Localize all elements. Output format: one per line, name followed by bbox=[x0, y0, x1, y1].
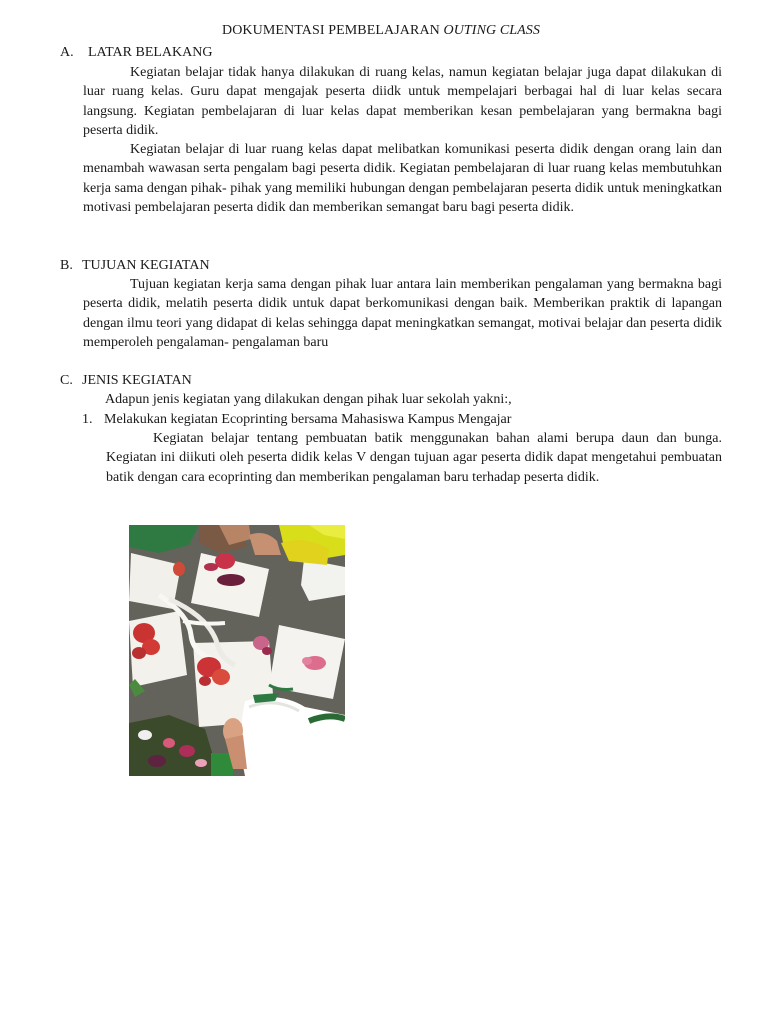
item-1-title: Melakukan kegiatan Ecoprinting bersama Mahasiswa Kampus Mengajar bbox=[104, 412, 512, 427]
section-a-heading bbox=[60, 43, 212, 62]
photo-illustration bbox=[129, 525, 345, 776]
title-main: DOKUMENTASI PEMBELAJARAN bbox=[221, 23, 440, 38]
item-1-description: Kegiatan belajar tentang pembuatan batik menggunakan bahan alami berupa daun dan bunga. Kegiatan ini diikuti oleh peserta didik kelas V dengan tujuan agar peserta didik dapat mengetahui pembuatan batik dengan cara ecoprinting dan memberikan pengalaman baru terhadap peserta didik. bbox=[106, 431, 722, 485]
section-b-heading bbox=[60, 256, 210, 275]
section-c-item-1 bbox=[82, 410, 511, 429]
section-b-letter: B. bbox=[60, 258, 73, 273]
section-b-paragraph: Tujuan kegiatan kerja sama dengan pihak luar antara lain memberikan pengalaman yang bermakna bagi peserta didik, melatih peserta didik untuk dapat berkomunikasi dengan baik. Memberikan praktik di lapangan dengan ilmu teori yang didapat di kelas sehingga dapat meningkatkan semangat, motivai belajar dan peserta didik memperoleh pengalaman- pengalaman baru bbox=[83, 277, 722, 350]
section-c-intro: Adapun jenis kegiatan yang dilakukan dengan pihak luar sekolah yakni:, bbox=[105, 392, 512, 407]
document-title bbox=[0, 21, 762, 40]
section-a-letter: A. bbox=[60, 45, 74, 60]
section-c-letter: C. bbox=[60, 373, 73, 388]
section-c-heading bbox=[60, 371, 192, 390]
section-b-title: TUJUAN KEGIATAN bbox=[82, 258, 210, 273]
ecoprinting-activity-photo bbox=[129, 525, 345, 776]
section-c-title: JENIS KEGIATAN bbox=[82, 373, 192, 388]
title-italic: OUTING CLASS bbox=[443, 23, 540, 38]
item-1-number: 1. bbox=[82, 412, 93, 427]
section-a-title: LATAR BELAKANG bbox=[88, 45, 213, 60]
section-a-paragraph-2: Kegiatan belajar di luar ruang kelas dapat melibatkan komunikasi peserta didik dengan orang lain dan menambah wawasan serta pengalam bagi peserta didik. Kegiatan pembelajaran di luar ruang kelas membutuhkan kerja sama dengan pihak- pihak yang memiliki hubungan dengan pembelajaran peserta didik untuk meningkatkan motivasi pembelajaran peserta didik dan memberikan semangat baru bagi peserta didik. bbox=[83, 142, 722, 215]
section-a-paragraph-1: Kegiatan belajar tidak hanya dilakukan di ruang kelas, namun kegiatan belajar juga dapat dilakukan di luar ruang kelas. Guru dapat mengajak peserta diidk untuk mempelajari berbagai hal di luar kelas secara langsung. Kegiatan pembelajaran di luar kelas dapat memberikan kesan pembelajaran yang bermakna bagi peserta didik. bbox=[83, 65, 722, 138]
